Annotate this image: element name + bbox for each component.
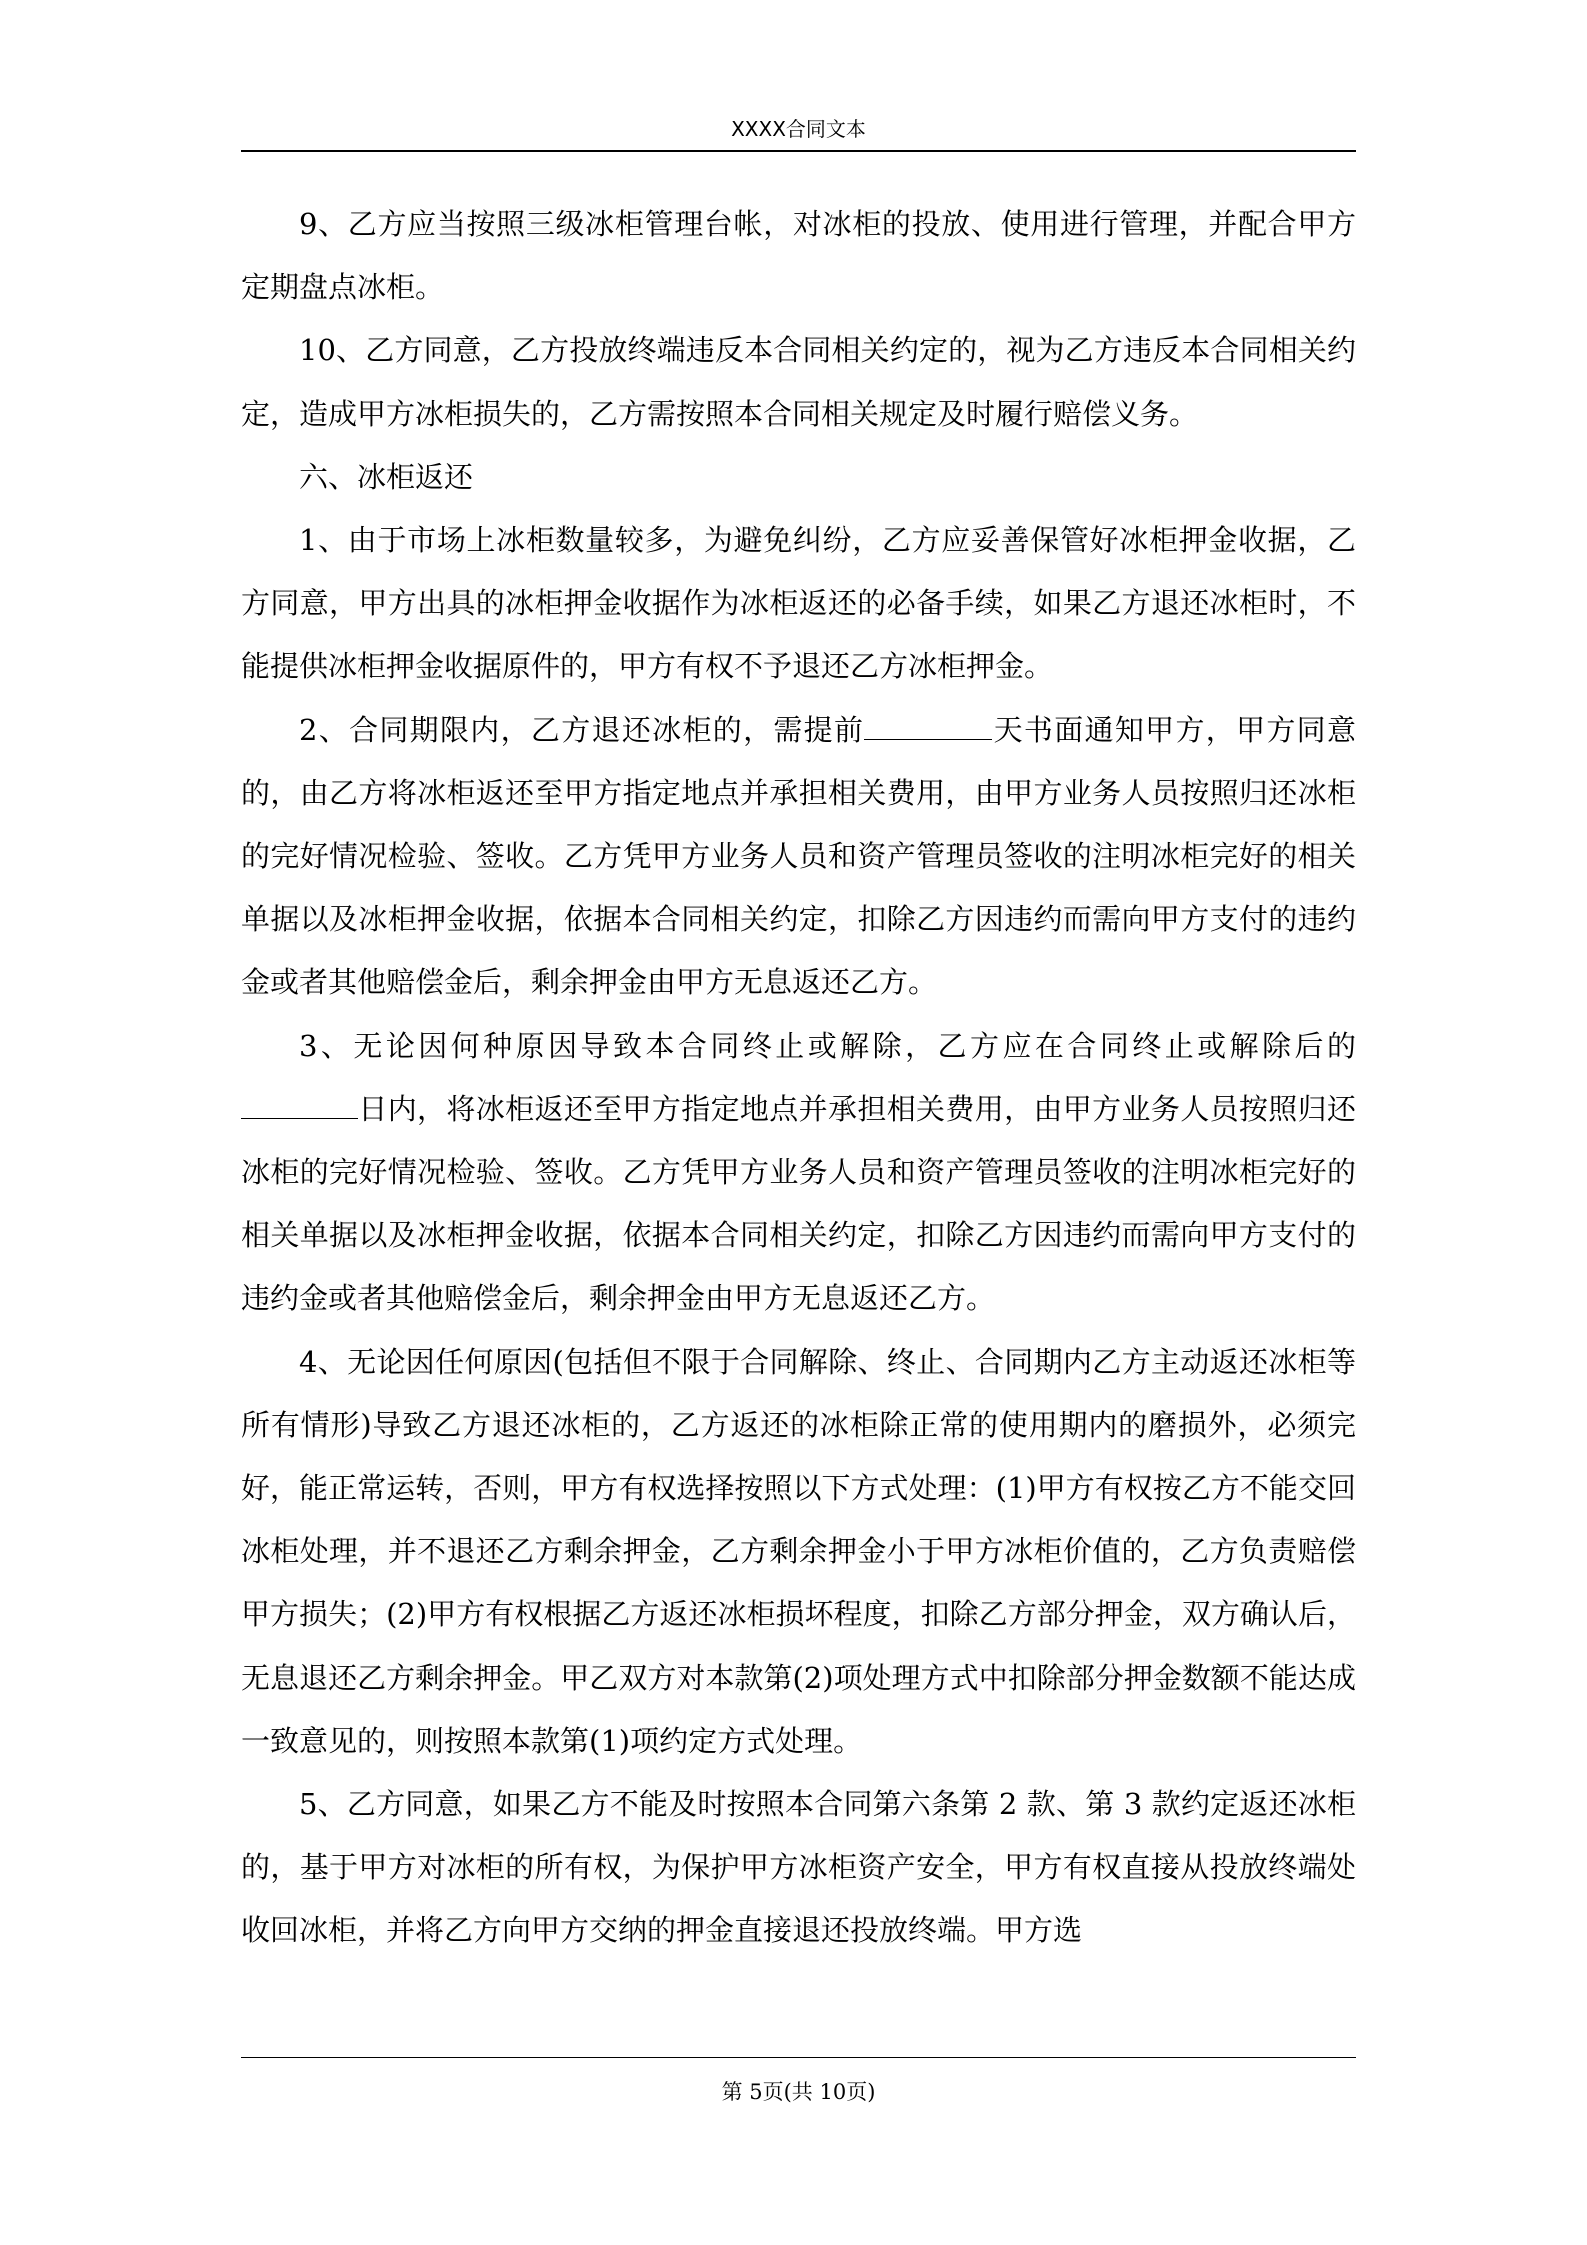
clause-text: 日内，将冰柜返还至甲方指定地点并承担相关费用，由甲方业务人员按照归还冰柜的完好情况检验、签收。乙方凭甲方业务人员和资产管理员签收的注明冰柜完好的相关单据以及冰柜押金收据，依据本合同相关约定，扣除乙方因违约而需向甲方支付的违约金或者其他赔偿金后，剩余押金由甲方无息返还乙方。 xyxy=(241,1091,1356,1316)
return-clause-2 xyxy=(241,699,1356,1015)
clause-text: 2、合同期限内，乙方退还冰柜的，需提前 xyxy=(299,712,865,747)
page-header xyxy=(241,108,1356,152)
header-title: XXXX合同文本 xyxy=(731,117,866,141)
fill-in-blank[interactable] xyxy=(241,1087,358,1118)
fill-in-blank[interactable] xyxy=(864,708,992,739)
return-clause-4: 4、无论因任何原因(包括但不限于合同解除、终止、合同期内乙方主动返还冰柜等所有情形)导致乙方退还冰柜的，乙方返还的冰柜除正常的使用期内的磨损外，必须完好，能正常运转，否则，甲方有权选择按照以下方式处理：(1)甲方有权按乙方不能交回冰柜处理，并不退还乙方剩余押金，乙方剩余押金小于甲方冰柜价值的，乙方负责赔偿甲方损失；(2)甲方有权根据乙方返还冰柜损坏程度，扣除乙方部分押金，双方确认后，无息退还乙方剩余押金。甲乙双方对本款第(2)项处理方式中扣除部分押金数额不能达成一致意见的，则按照本款第(1)项约定方式处理。 xyxy=(241,1344,1356,1758)
document-body xyxy=(241,193,1356,1963)
clause-10: 10、乙方同意，乙方投放终端违反本合同相关约定的，视为乙方违反本合同相关约定，造成甲方冰柜损失的，乙方需按照本合同相关规定及时履行赔偿义务。 xyxy=(241,333,1356,431)
page-footer xyxy=(241,2057,1356,2106)
page-number: 第 5页(共 10页) xyxy=(721,2080,876,2104)
return-clause-5: 5、乙方同意，如果乙方不能及时按照本合同第六条第 2 款、第 3 款约定返还冰柜的，基于甲方对冰柜的所有权，为保护甲方冰柜资产安全，甲方有权直接从投放终端处收回冰柜，并将乙方向甲方交纳的押金直接退还投放终端。甲方选 xyxy=(241,1787,1356,1948)
section-heading: 六、冰柜返还 xyxy=(299,459,474,494)
return-clause-3 xyxy=(241,1015,1356,1331)
return-clause-1: 1、由于市场上冰柜数量较多，为避免纠纷，乙方应妥善保管好冰柜押金收据，乙方同意，甲方出具的冰柜押金收据作为冰柜返还的必备手续，如果乙方退还冰柜时，不能提供冰柜押金收据原件的，甲方有权不予退还乙方冰柜押金。 xyxy=(241,523,1356,684)
clause-9: 9、乙方应当按照三级冰柜管理台帐，对冰柜的投放、使用进行管理，并配合甲方定期盘点冰柜。 xyxy=(241,207,1356,305)
clause-text: 天书面通知甲方，甲方同意的，由乙方将冰柜返还至甲方指定地点并承担相关费用，由甲方业务人员按照归还冰柜的完好情况检验、签收。乙方凭甲方业务人员和资产管理员签收的注明冰柜完好的相关单据以及冰柜押金收据，依据本合同相关约定，扣除乙方因违约而需向甲方支付的违约金或者其他赔偿金后，剩余押金由甲方无息返还乙方。 xyxy=(241,712,1356,1000)
clause-text: 3、无论因何种原因导致本合同终止或解除，乙方应在合同终止或解除后的 xyxy=(299,1028,1356,1063)
